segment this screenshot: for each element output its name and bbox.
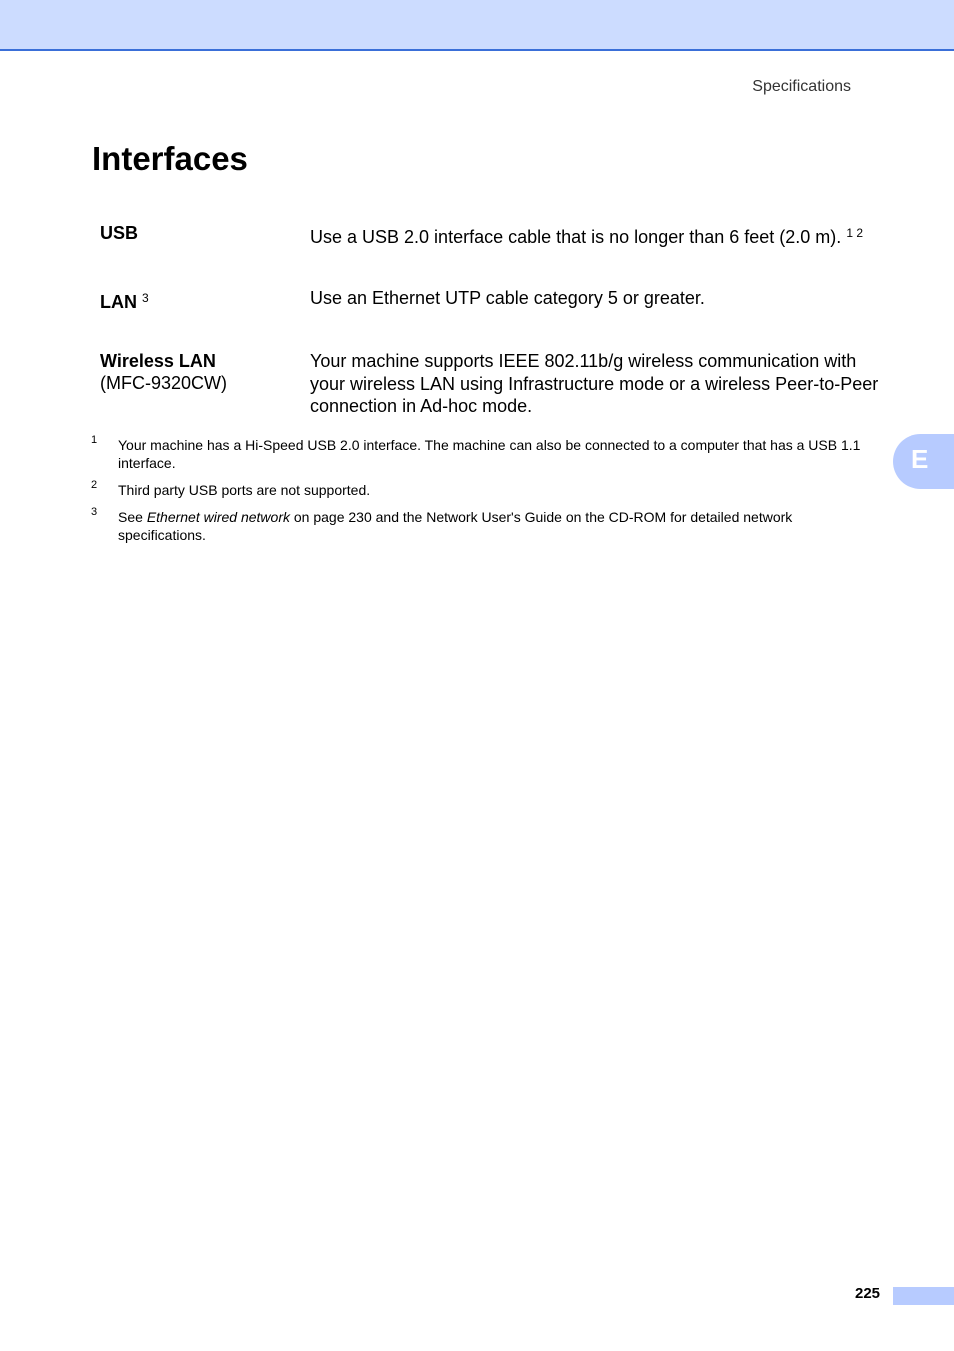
spec-description: Use an Ethernet UTP cable category 5 or greater. [310,288,705,308]
footnote-2: 2 Third party USB ports are not supported. [91,481,861,499]
page-number-bar [893,1287,954,1305]
spec-description: Your machine supports IEEE 802.11b/g wireless communication with your wireless LAN using Infrastructure mode or a wireless Peer-to-Peer connection in Ad-hoc mode. [310,351,879,416]
model-note: (MFC-9320CW) [100,373,228,393]
footnote-ref: 1 2 [846,226,863,240]
footnote-ref: 3 [142,291,149,305]
footnote-number: 1 [91,434,98,446]
page-number: 225 [855,1285,881,1302]
footnote-number: 3 [91,506,98,518]
spec-label: LAN $^3$ [100,291,149,312]
spec-label: Wireless LAN (MFC-9320CW) [100,351,228,393]
running-header: Specifications [752,78,851,95]
cross-reference[interactable]: Ethernet wired network [146,509,290,525]
page-title: Interfaces [92,140,248,177]
spec-label: USB [100,223,139,243]
spec-description: Use a USB 2.0 interface cable that is no longer than 6 feet (2.0 m). $^{1 2}$ [310,226,863,247]
chapter-tab: E [893,434,954,489]
footnote-1: 1 Your machine has a Hi-Speed USB 2.0 interface. The machine can also be connected to a computer that has a USB 1.1 interface. [91,436,861,472]
footnote-3: 3 See Ethernet wired network on page 230 and the Network User's Guide on the CD-ROM for detailed network specifications. [91,508,861,544]
footnote-number: 2 [91,479,98,491]
header-band [0,0,954,51]
footnotes [91,436,861,553]
